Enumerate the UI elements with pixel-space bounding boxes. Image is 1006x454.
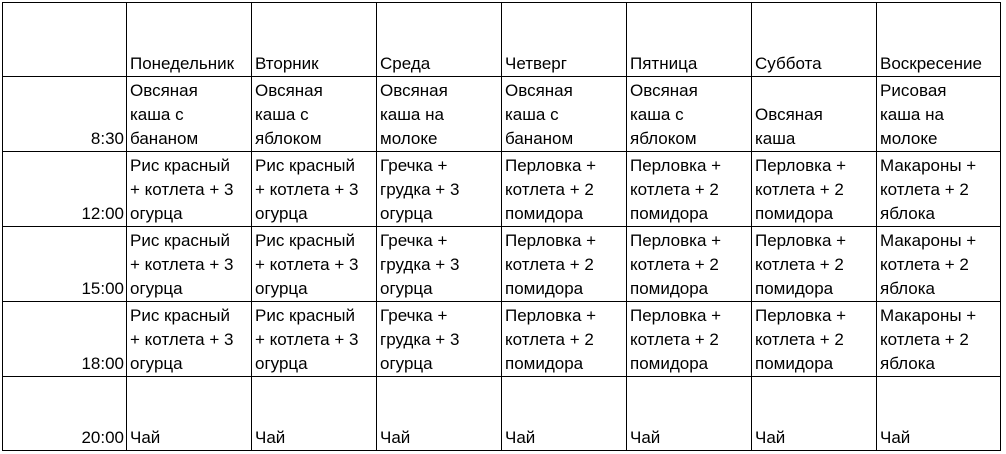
meal-text	[255, 304, 374, 376]
meal-text	[130, 426, 249, 450]
meal-cell[interactable]	[377, 77, 502, 152]
meal-text	[880, 154, 998, 226]
meal-text	[380, 154, 499, 226]
meal-cell[interactable]	[502, 227, 627, 302]
meal-text-line: каша на	[380, 105, 444, 124]
meal-text-line: Чай	[380, 428, 411, 447]
meal-cell[interactable]	[627, 227, 752, 302]
meal-cell[interactable]	[627, 377, 752, 451]
day-header[interactable]: Суббота	[752, 3, 877, 77]
time-cell[interactable]: 18:00	[3, 302, 127, 377]
meal-text-line: бананом	[130, 129, 199, 148]
meal-text-line: Перловка +	[630, 306, 722, 325]
meal-text-line: огурца	[380, 354, 433, 373]
meal-text-line: + котлета + 3	[130, 255, 234, 274]
meal-text-line: котлета + 2	[505, 330, 594, 349]
meal-text	[505, 229, 624, 301]
meal-text-line: яблоком	[255, 129, 322, 148]
meal-cell[interactable]	[502, 302, 627, 377]
meal-cell[interactable]	[127, 77, 252, 152]
meal-text	[255, 79, 374, 151]
meal-text-line: котлета + 2	[755, 330, 844, 349]
meal-text-line: Овсяная	[630, 81, 698, 100]
meal-text	[755, 426, 874, 450]
meal-text-line: помидора	[755, 279, 834, 298]
meal-cell[interactable]	[502, 377, 627, 451]
meal-cell[interactable]	[377, 377, 502, 451]
meal-text	[505, 154, 624, 226]
meal-text-line: помидора	[630, 204, 709, 223]
time-cell[interactable]: 15:00	[3, 227, 127, 302]
meal-text-line: + котлета + 3	[255, 180, 359, 199]
meal-text-line: каша с	[130, 105, 184, 124]
meal-text	[880, 426, 998, 450]
meal-text-line: Чай	[505, 428, 536, 447]
meal-text-line: огурца	[255, 279, 308, 298]
meal-text	[755, 154, 874, 226]
meal-text-line: огурца	[255, 354, 308, 373]
meal-text	[630, 79, 749, 151]
meal-text-line: котлета + 2	[880, 330, 969, 349]
meal-cell[interactable]	[627, 302, 752, 377]
meal-cell[interactable]	[252, 227, 377, 302]
meal-cell[interactable]	[252, 302, 377, 377]
meal-plan-table	[2, 2, 1001, 451]
meal-text	[130, 304, 249, 376]
meal-text	[880, 229, 998, 301]
meal-cell[interactable]	[127, 377, 252, 451]
meal-cell[interactable]	[752, 77, 877, 152]
meal-text	[255, 426, 374, 450]
meal-text	[255, 154, 374, 226]
meal-text-line: помидора	[505, 279, 584, 298]
meal-text	[505, 79, 624, 151]
meal-cell[interactable]	[502, 77, 627, 152]
meal-text-line: каша с	[630, 105, 684, 124]
meal-text-line: котлета + 2	[755, 180, 844, 199]
meal-text-line: Перловка +	[755, 306, 847, 325]
time-cell[interactable]: 20:00	[3, 377, 127, 451]
meal-text-line: яблоком	[630, 129, 697, 148]
meal-text-line: молоке	[880, 129, 938, 148]
meal-text-line: яблока	[880, 354, 936, 373]
meal-text	[380, 304, 499, 376]
meal-text-line: Овсяная	[255, 81, 323, 100]
meal-text-line: Макароны +	[880, 306, 977, 325]
meal-text-line: котлета + 2	[880, 180, 969, 199]
meal-text-line: Перловка +	[630, 156, 722, 175]
meal-text-line: Макароны +	[880, 231, 977, 250]
meal-cell[interactable]	[752, 227, 877, 302]
meal-text-line: огурца	[130, 204, 183, 223]
meal-cell[interactable]	[127, 152, 252, 227]
meal-text-line: яблока	[880, 204, 936, 223]
meal-text-line: Чай	[130, 428, 161, 447]
meal-text-line: Рис красный	[255, 306, 356, 325]
meal-text-line: грудка + 3	[380, 330, 460, 349]
meal-text	[380, 426, 499, 450]
meal-cell[interactable]	[752, 302, 877, 377]
meal-cell[interactable]	[752, 152, 877, 227]
meal-text	[880, 304, 998, 376]
meal-row	[3, 377, 1001, 451]
meal-cell[interactable]	[627, 152, 752, 227]
meal-text-line: Овсяная	[130, 81, 198, 100]
meal-text-line: Гречка +	[380, 306, 448, 325]
meal-text-line: Овсяная	[755, 105, 823, 124]
meal-text-line: Рис красный	[130, 156, 231, 175]
meal-text-line: Рис красный	[130, 306, 231, 325]
meal-cell[interactable]	[127, 302, 252, 377]
meal-text-line: грудка + 3	[380, 255, 460, 274]
day-header[interactable]: Вторник	[252, 3, 377, 77]
meal-text-line: Овсяная	[505, 81, 573, 100]
meal-cell[interactable]	[877, 152, 1001, 227]
meal-text-line: Чай	[880, 428, 911, 447]
meal-text-line: помидора	[505, 354, 584, 373]
meal-cell[interactable]	[127, 227, 252, 302]
meal-text-line: огурца	[380, 279, 433, 298]
time-cell[interactable]: 12:00	[3, 152, 127, 227]
meal-text	[630, 229, 749, 301]
meal-text	[630, 154, 749, 226]
meal-text-line: котлета + 2	[505, 180, 594, 199]
meal-text-line: Гречка +	[380, 231, 448, 250]
meal-text-line: Перловка +	[755, 156, 847, 175]
meal-text-line: помидора	[630, 279, 709, 298]
meal-text	[130, 79, 249, 151]
meal-text	[505, 426, 624, 450]
meal-text-line: огурца	[255, 204, 308, 223]
meal-row	[3, 302, 1001, 377]
meal-cell[interactable]	[877, 77, 1001, 152]
meal-text	[630, 426, 749, 450]
day-header[interactable]: Понедельник	[127, 3, 252, 77]
meal-text-line: огурца	[130, 354, 183, 373]
meal-text-line: огурца	[130, 279, 183, 298]
meal-text-line: Чай	[255, 428, 286, 447]
meal-text-line: котлета + 2	[630, 255, 719, 274]
meal-cell[interactable]	[877, 302, 1001, 377]
meal-text-line: + котлета + 3	[255, 255, 359, 274]
meal-text-line: Перловка +	[505, 156, 597, 175]
meal-cell[interactable]	[877, 227, 1001, 302]
meal-text-line: Чай	[630, 428, 661, 447]
meal-text-line: Чай	[755, 428, 786, 447]
meal-text	[880, 79, 998, 151]
meal-row	[3, 152, 1001, 227]
meal-text-line: помидора	[755, 204, 834, 223]
meal-text-line: Гречка +	[380, 156, 448, 175]
meal-cell[interactable]	[377, 227, 502, 302]
meal-text-line: Рисовая	[880, 81, 947, 100]
meal-text-line: Рис красный	[255, 156, 356, 175]
meal-text-line: молоке	[380, 129, 438, 148]
meal-text-line: котлета + 2	[630, 330, 719, 349]
meal-text	[380, 229, 499, 301]
day-header[interactable]: Воскресение	[877, 3, 1001, 77]
meal-text	[755, 103, 874, 151]
header-row	[3, 3, 1001, 77]
meal-text-line: помидора	[755, 354, 834, 373]
meal-cell[interactable]	[752, 377, 877, 451]
meal-text-line: котлета + 2	[755, 255, 844, 274]
meal-text	[130, 154, 249, 226]
meal-text-line: Перловка +	[755, 231, 847, 250]
meal-cell[interactable]	[627, 77, 752, 152]
day-header[interactable]: Пятница	[627, 3, 752, 77]
meal-text-line: яблока	[880, 279, 936, 298]
meal-text	[755, 229, 874, 301]
meal-row	[3, 227, 1001, 302]
meal-text-line: Рис красный	[255, 231, 356, 250]
meal-row	[3, 77, 1001, 152]
meal-cell[interactable]	[377, 302, 502, 377]
day-header[interactable]: Четверг	[502, 3, 627, 77]
meal-text-line: Рис красный	[130, 231, 231, 250]
meal-text	[380, 79, 499, 151]
meal-text-line: Перловка +	[505, 306, 597, 325]
meal-text-line: каша с	[255, 105, 309, 124]
meal-text-line: Овсяная	[380, 81, 448, 100]
meal-cell[interactable]	[252, 152, 377, 227]
meal-text-line: огурца	[380, 204, 433, 223]
meal-text	[630, 304, 749, 376]
time-cell[interactable]: 8:30	[3, 77, 127, 152]
meal-cell[interactable]	[377, 152, 502, 227]
meal-text-line: + котлета + 3	[255, 330, 359, 349]
meal-text	[755, 304, 874, 376]
meal-text-line: котлета + 2	[505, 255, 594, 274]
meal-text-line: бананом	[505, 129, 574, 148]
day-header[interactable]: Среда	[377, 3, 502, 77]
meal-cell[interactable]	[252, 377, 377, 451]
meal-text-line: помидора	[505, 204, 584, 223]
meal-text-line: грудка + 3	[380, 180, 460, 199]
meal-text-line: каша с	[505, 105, 559, 124]
meal-cell[interactable]	[877, 377, 1001, 451]
corner-cell[interactable]	[3, 3, 127, 77]
meal-text-line: Перловка +	[505, 231, 597, 250]
meal-text-line: каша на	[880, 105, 944, 124]
meal-text-line: + котлета + 3	[130, 180, 234, 199]
meal-text-line: + котлета + 3	[130, 330, 234, 349]
meal-text-line: Перловка +	[630, 231, 722, 250]
meal-text-line: Макароны +	[880, 156, 977, 175]
meal-text	[505, 304, 624, 376]
meal-text-line: котлета + 2	[880, 255, 969, 274]
meal-text-line: помидора	[630, 354, 709, 373]
meal-cell[interactable]	[252, 77, 377, 152]
meal-cell[interactable]	[502, 152, 627, 227]
meal-text	[130, 229, 249, 301]
meal-text-line: каша	[755, 129, 796, 148]
meal-text	[255, 229, 374, 301]
meal-text-line: котлета + 2	[630, 180, 719, 199]
